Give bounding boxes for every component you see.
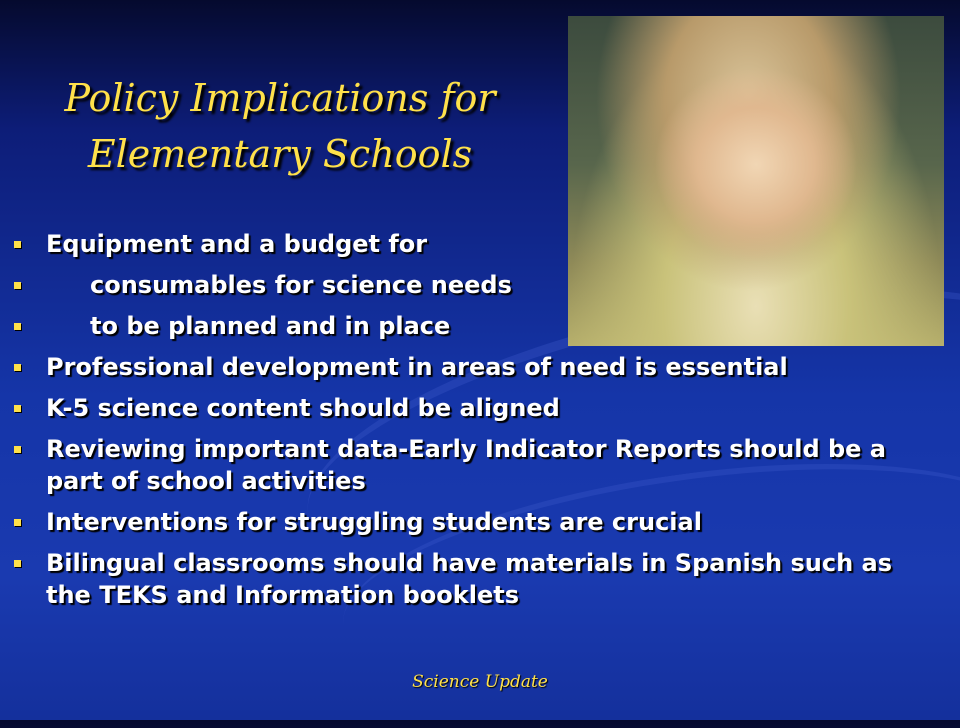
bullet-item: Equipment and a budget for xyxy=(14,228,934,260)
title-line-2: Elementary Schools xyxy=(87,132,473,176)
bullet-item: to be planned and in place xyxy=(14,310,934,342)
slide-title xyxy=(40,70,520,182)
bullet-square-icon xyxy=(14,446,21,453)
bullet-square-icon xyxy=(14,519,21,526)
bullet-item: K-5 science content should be aligned xyxy=(14,392,934,424)
bullet-square-icon xyxy=(14,282,21,289)
bullet-item: Interventions for struggling students are crucial xyxy=(14,506,934,538)
bullet-square-icon xyxy=(14,405,21,412)
bullet-square-icon xyxy=(14,560,21,567)
bullet-item: Reviewing important data-Early Indicator Reports should be a part of school activities xyxy=(14,433,934,497)
bullet-square-icon xyxy=(14,364,21,371)
bullet-item: Bilingual classrooms should have materials in Spanish such as the TEKS and Information booklets xyxy=(14,547,934,611)
bullet-item: consumables for science needs xyxy=(14,269,934,301)
bullet-square-icon xyxy=(14,323,21,330)
footer-text: Science Update xyxy=(412,672,548,692)
bullet-item: Professional development in areas of need is essential xyxy=(14,351,934,383)
bullet-list xyxy=(14,228,934,620)
title-line-1: Policy Implications for xyxy=(64,76,496,120)
bullet-square-icon xyxy=(14,241,21,248)
